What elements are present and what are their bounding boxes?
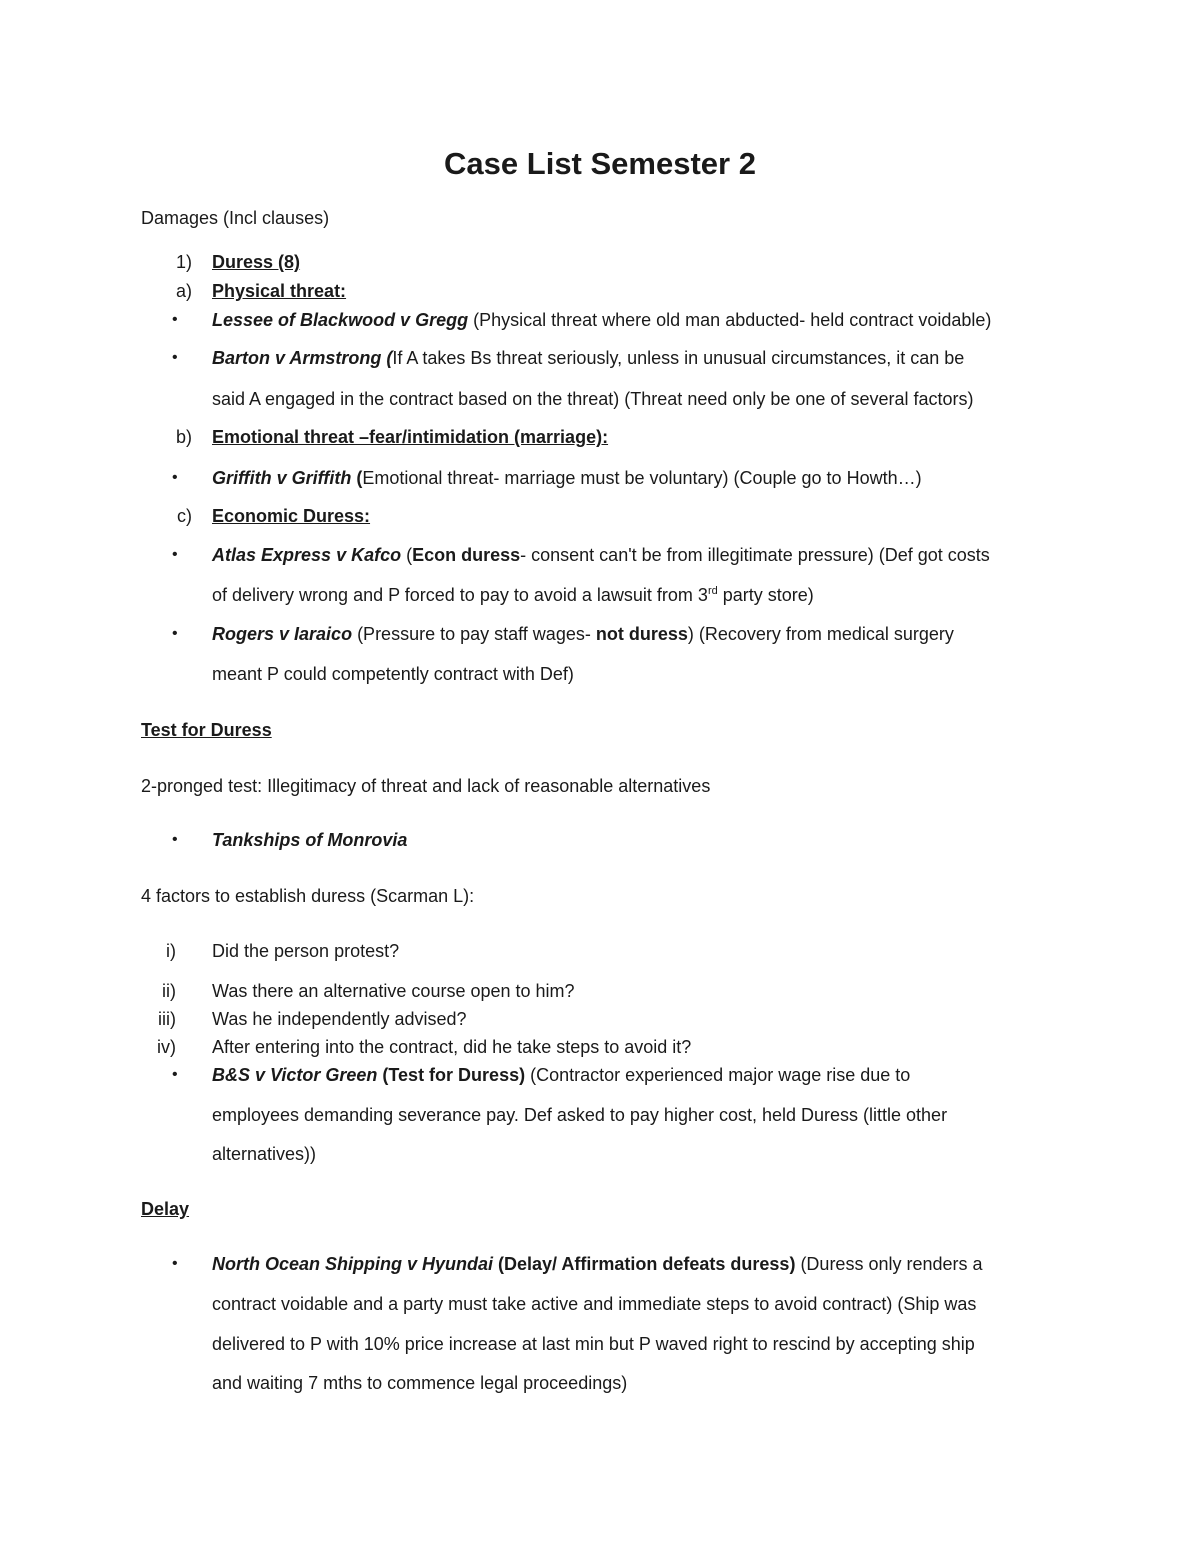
case-text: of delivery wrong and P forced to pay to avoid a lawsuit from 3 — [212, 585, 708, 605]
case-entry — [212, 624, 954, 645]
case-name: Tankships of Monrovia — [212, 830, 408, 850]
bullet-icon: • — [172, 625, 178, 642]
case-description-continued: alternatives)) — [212, 1144, 317, 1164]
subsection-letter: a) — [175, 281, 192, 301]
bullet-icon: • — [172, 1066, 178, 1083]
case-description: (Pressure to pay staff wages- — [352, 624, 596, 644]
factor-number: iii) — [158, 1009, 176, 1029]
case-open-paren: ( — [351, 468, 363, 488]
superscript: rd — [707, 585, 718, 597]
case-entry — [212, 310, 991, 331]
page-title: Case List Semester 2 — [444, 146, 756, 181]
case-entry — [212, 1065, 910, 1086]
factor-number: i) — [166, 941, 176, 961]
bullet-icon: • — [172, 831, 178, 848]
case-description: (Contractor experienced major wage rise due to — [525, 1065, 911, 1085]
case-description: (Physical threat where old man abducted- held contract voidable) — [468, 310, 992, 330]
section-number: 1) — [175, 252, 192, 272]
test-description: 2-pronged test: Illegitimacy of threat and lack of reasonable alternatives — [141, 776, 711, 796]
case-holding: not duress — [595, 624, 688, 644]
case-description-continued: and waiting 7 mths to commence legal proceedings) — [212, 1373, 628, 1393]
case-description-continued: delivered to P with 10% price increase at last min but P waved right to rescind by accepting ship — [212, 1334, 975, 1354]
factor-item: Was he independently advised? — [212, 1009, 467, 1029]
section-heading-duress: Duress (8) — [212, 252, 301, 272]
case-name: B&S v Victor Green — [212, 1065, 378, 1085]
bullet-icon: • — [172, 1255, 178, 1272]
case-entry — [212, 1254, 983, 1275]
factors-intro: 4 factors to establish duress (Scarman L): — [141, 886, 475, 906]
case-description-continued: contract voidable and a party must take active and immediate steps to avoid contract) (Ship was — [212, 1294, 977, 1314]
case-description: If A takes Bs threat seriously, unless in unusual circumstances, it can be — [392, 348, 965, 368]
case-description-continued: employees demanding severance pay. Def asked to pay higher cost, held Duress (little other — [212, 1105, 948, 1125]
case-description: - consent can't be from illegitimate pressure) (Def got costs — [520, 545, 990, 565]
case-holding: (Delay/ Affirmation defeats duress) — [493, 1254, 796, 1274]
case-name: Griffith v Griffith — [212, 468, 352, 488]
case-name: Atlas Express v Kafco — [212, 545, 402, 565]
factor-item: Did the person protest? — [212, 941, 400, 961]
heading-test-for-duress: Test for Duress — [141, 720, 272, 740]
case-holding: Econ duress — [412, 545, 521, 565]
case-description-continued: meant P could competently contract with Def) — [212, 664, 574, 684]
case-entry — [212, 545, 990, 566]
heading-delay: Delay — [141, 1199, 190, 1219]
case-description: ) (Recovery from medical surgery — [687, 624, 954, 644]
case-description-continued: said A engaged in the contract based on the threat) (Threat need only be one of several factors) — [212, 389, 974, 409]
case-entry — [212, 468, 922, 489]
subsection-letter: b) — [175, 427, 192, 447]
bullet-icon: • — [172, 546, 178, 563]
subsection-heading-economic: Economic Duress: — [212, 506, 371, 526]
bullet-icon: • — [172, 469, 178, 486]
intro-line: Damages (Incl clauses) — [141, 208, 330, 228]
factor-item: Was there an alternative course open to him? — [212, 981, 575, 1001]
case-description: Emotional threat- marriage must be voluntary) (Couple go to Howth…) — [362, 468, 922, 488]
case-description-continued — [212, 585, 814, 606]
case-entry — [212, 348, 964, 369]
subsection-heading-physical: Physical threat: — [212, 281, 347, 301]
case-open-paren: ( — [401, 545, 413, 565]
bullet-icon: • — [172, 349, 178, 366]
case-name: Barton v Armstrong ( — [212, 348, 393, 368]
factor-number: ii) — [162, 981, 176, 1001]
case-holding: (Test for Duress) — [377, 1065, 526, 1085]
factor-item: After entering into the contract, did he take steps to avoid it? — [212, 1037, 692, 1057]
case-text: party store) — [717, 585, 814, 605]
case-name: Rogers v Iaraico — [212, 624, 353, 644]
case-name: North Ocean Shipping v Hyundai — [212, 1254, 494, 1274]
bullet-icon: • — [172, 311, 178, 328]
factor-number: iv) — [157, 1037, 176, 1057]
subsection-heading-emotional: Emotional threat –fear/intimidation (marriage): — [212, 427, 609, 447]
case-description: (Duress only renders a — [795, 1254, 983, 1274]
case-name: Lessee of Blackwood v Gregg — [212, 310, 469, 330]
subsection-letter: c) — [177, 506, 192, 526]
